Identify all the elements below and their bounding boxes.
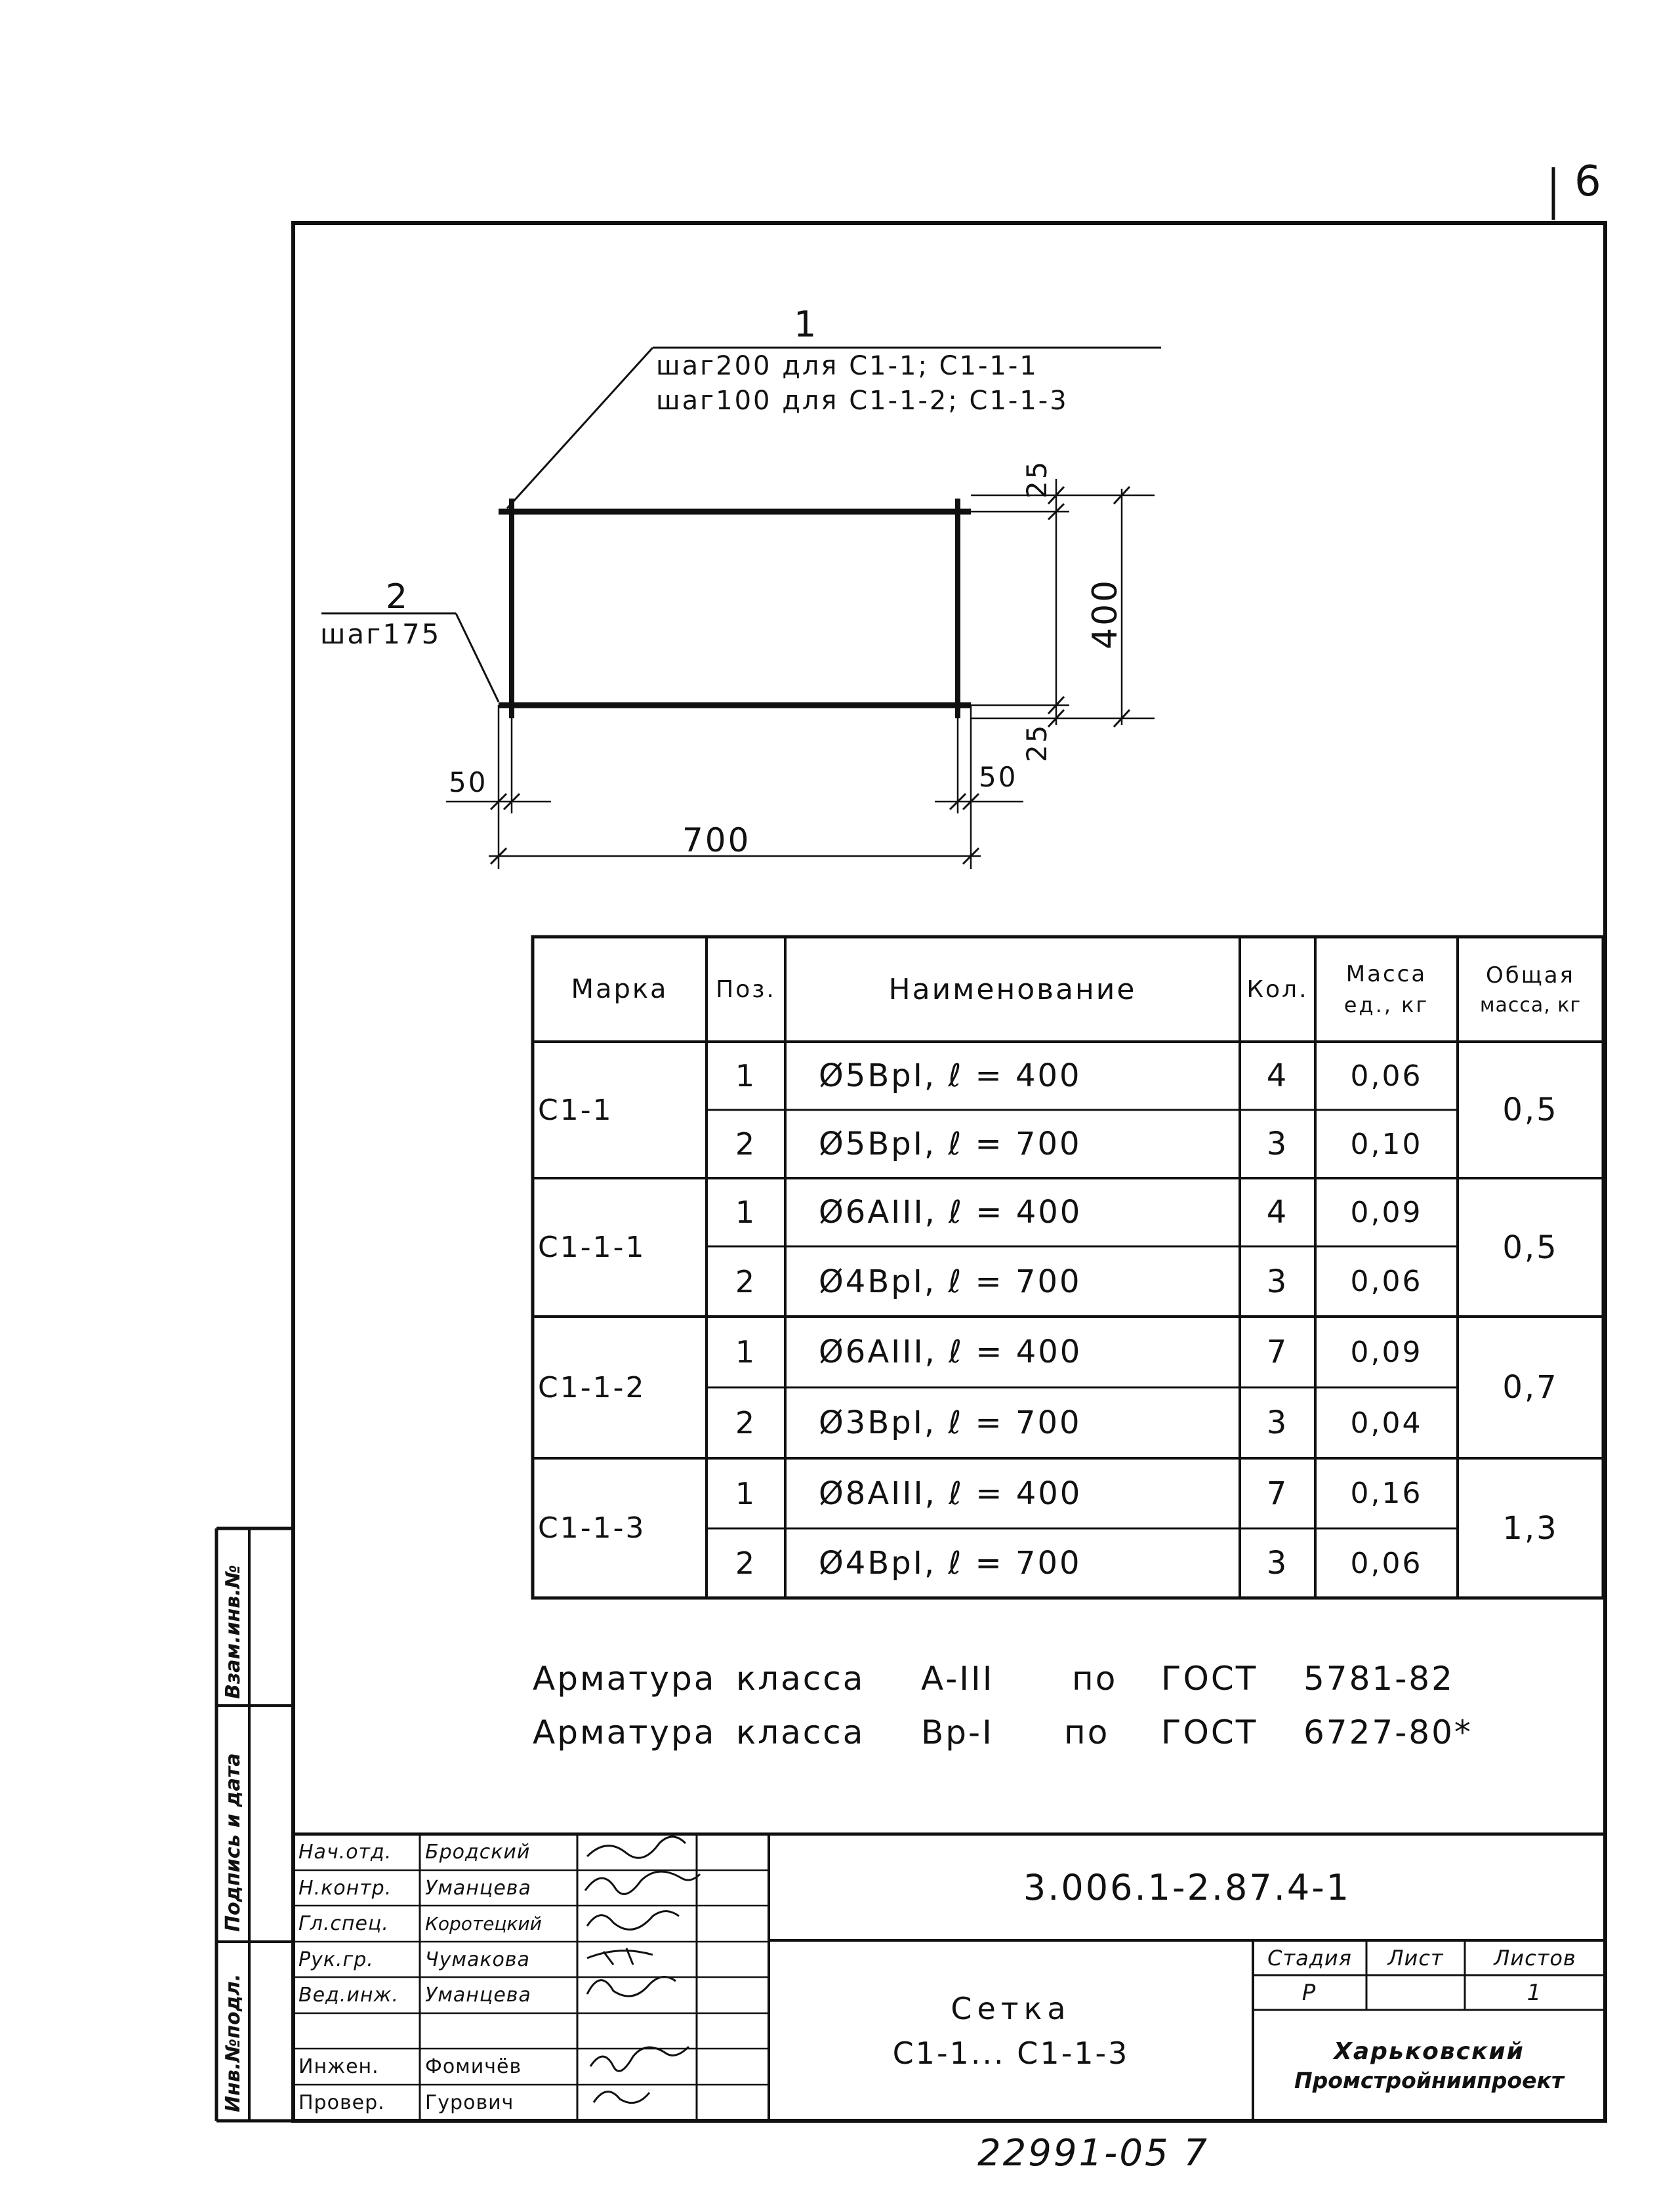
- name-cell: Ø4ВрI, ℓ = 700: [819, 1263, 1082, 1300]
- note-word: класса: [736, 1660, 865, 1698]
- stage-value: Р: [1301, 1979, 1318, 2006]
- staff-name: Фомичёв: [425, 2055, 522, 2078]
- unit-mass-cell: 0,10: [1350, 1127, 1423, 1161]
- mark-cell: С1-1-3: [538, 1511, 646, 1545]
- staff-role: Гл.спец.: [298, 1912, 389, 1935]
- header-qty: Кол.: [1246, 975, 1309, 1003]
- sheet-label: Лист: [1387, 1945, 1444, 1971]
- header-mass-unit-line1: Масса: [1345, 961, 1427, 987]
- staff-role: Инжен.: [298, 2055, 379, 2078]
- total-mass-cell: 0,5: [1502, 1229, 1559, 1266]
- name-cell: Ø3ВрI, ℓ = 700: [819, 1404, 1082, 1441]
- staff-name: Уманцева: [425, 1876, 531, 1900]
- name-cell: Ø6AIII, ℓ = 400: [819, 1194, 1082, 1231]
- name-cell: Ø4ВрI, ℓ = 700: [819, 1545, 1082, 1582]
- footer-number: 22991-05 7: [977, 2132, 1210, 2175]
- dim-left-50: 50: [449, 766, 488, 798]
- note-word: ГОСТ: [1161, 1713, 1258, 1751]
- qty-cell: 7: [1266, 1334, 1289, 1370]
- pos-cell: 2: [735, 1405, 757, 1441]
- header-mark: Марка: [571, 974, 668, 1004]
- dim-right-50: 50: [979, 761, 1018, 793]
- pos-cell: 2: [735, 1545, 757, 1581]
- unit-mass-cell: 0,06: [1350, 1265, 1423, 1298]
- unit-mass-cell: 0,09: [1350, 1195, 1423, 1229]
- drawing-title-line2: С1-1... С1-1-3: [892, 2035, 1130, 2071]
- leader-1-text-line2: шаг100 для С1-1-2; С1-1-3: [656, 386, 1069, 416]
- staff-name: Чумакова: [425, 1948, 530, 1971]
- header-mass-unit: [1315, 937, 1458, 1042]
- pos-cell: 1: [735, 1195, 757, 1230]
- staff-name: Бродский: [425, 1841, 531, 1864]
- qty-cell: 4: [1266, 1194, 1289, 1231]
- note-word: Вр-I: [921, 1713, 994, 1751]
- staff-name: Гурович: [425, 2091, 514, 2114]
- header-name: Наименование: [888, 972, 1137, 1006]
- note-word: ГОСТ: [1161, 1660, 1258, 1698]
- unit-mass-cell: 0,09: [1350, 1335, 1423, 1369]
- dim-top-25: 25: [1021, 459, 1053, 499]
- sheet-number: 6: [1574, 157, 1603, 206]
- header-pos: Поз.: [716, 975, 776, 1003]
- note-word: 6727-80*: [1303, 1713, 1473, 1751]
- name-cell: Ø8AIII, ℓ = 400: [819, 1475, 1082, 1512]
- dim-width-700: 700: [682, 821, 751, 859]
- header-mass-total: [1458, 937, 1603, 1042]
- dim-bottom-25: 25: [1021, 723, 1053, 762]
- leader-2-text: шаг175: [320, 618, 441, 650]
- leader-1-text-line1: шаг200 для С1-1; С1-1-1: [656, 351, 1038, 381]
- note-word: по: [1064, 1713, 1110, 1751]
- name-cell: Ø6AIII, ℓ = 400: [819, 1334, 1082, 1370]
- name-cell: Ø5ВрI, ℓ = 400: [819, 1057, 1082, 1094]
- staff-role: Рук.гр.: [298, 1948, 374, 1971]
- pos-cell: 1: [735, 1475, 757, 1511]
- mark-cell: С1-1: [538, 1093, 613, 1127]
- sheets-value: 1: [1526, 1979, 1544, 2006]
- qty-cell: 4: [1266, 1057, 1289, 1094]
- unit-mass-cell: 0,06: [1350, 1059, 1423, 1093]
- sheet-value: [1366, 1975, 1465, 2010]
- note-word: А-III: [921, 1660, 994, 1698]
- qty-cell: 3: [1266, 1126, 1289, 1162]
- drawing-title: [769, 1940, 1253, 2121]
- note-word: Арматура: [533, 1713, 716, 1751]
- organization-line1: Харьковский: [1334, 2037, 1525, 2065]
- side-label-inv-podl: Инв.№подл.: [222, 1973, 245, 2112]
- header-mass-total-line2: масса, кг: [1479, 993, 1582, 1017]
- qty-cell: 3: [1266, 1404, 1289, 1441]
- pos-cell: 2: [735, 1263, 757, 1299]
- staff-role: Провер.: [298, 2091, 385, 2114]
- staff-name: [420, 2013, 577, 2049]
- unit-mass-cell: 0,04: [1350, 1406, 1423, 1440]
- stage-label: Стадия: [1267, 1945, 1352, 1971]
- drawing-title-line1: Сетка: [951, 1990, 1071, 2026]
- header-mass-total-line1: Общая: [1485, 962, 1576, 989]
- staff-name: Уманцева: [425, 1984, 531, 2007]
- note-word: класса: [736, 1713, 865, 1751]
- name-cell: Ø5ВрI, ℓ = 700: [819, 1126, 1082, 1162]
- organization-line2: Промстройниипроект: [1294, 2067, 1565, 2093]
- staff-role: [293, 2013, 420, 2049]
- staff-role: Вед.инж.: [298, 1984, 399, 2007]
- leader-1-number: 1: [794, 304, 819, 345]
- dim-height-400: 400: [1086, 578, 1125, 649]
- qty-cell: 7: [1266, 1475, 1289, 1512]
- unit-mass-cell: 0,16: [1350, 1477, 1423, 1510]
- mark-cell: С1-1-2: [538, 1370, 646, 1404]
- pos-cell: 1: [735, 1334, 757, 1370]
- qty-cell: 3: [1266, 1545, 1289, 1582]
- leader-2-number: 2: [386, 577, 410, 617]
- note-word: 5781-82: [1303, 1660, 1454, 1698]
- side-label-signature-date: Подпись и дата: [222, 1753, 245, 1932]
- header-mass-unit-line2: ед., кг: [1343, 992, 1429, 1017]
- total-mass-cell: 0,7: [1502, 1369, 1559, 1406]
- pos-cell: 1: [735, 1058, 757, 1094]
- note-word: по: [1072, 1660, 1118, 1698]
- staff-role: Нач.отд.: [298, 1841, 392, 1864]
- staff-name: Коротецкий: [425, 1913, 542, 1934]
- organization: [1253, 2010, 1605, 2121]
- staff-role: Н.контр.: [298, 1876, 392, 1900]
- pos-cell: 2: [735, 1126, 757, 1162]
- side-label-vzam-inv: Взам.инв.№: [222, 1565, 245, 1699]
- unit-mass-cell: 0,06: [1350, 1546, 1423, 1580]
- mark-cell: С1-1-1: [538, 1231, 646, 1264]
- qty-cell: 3: [1266, 1263, 1289, 1300]
- sheets-label: Листов: [1494, 1945, 1576, 1971]
- total-mass-cell: 1,3: [1502, 1509, 1559, 1547]
- document-code: 3.006.1-2.87.4-1: [1023, 1866, 1351, 1908]
- total-mass-cell: 0,5: [1502, 1092, 1559, 1128]
- note-word: Арматура: [533, 1660, 716, 1698]
